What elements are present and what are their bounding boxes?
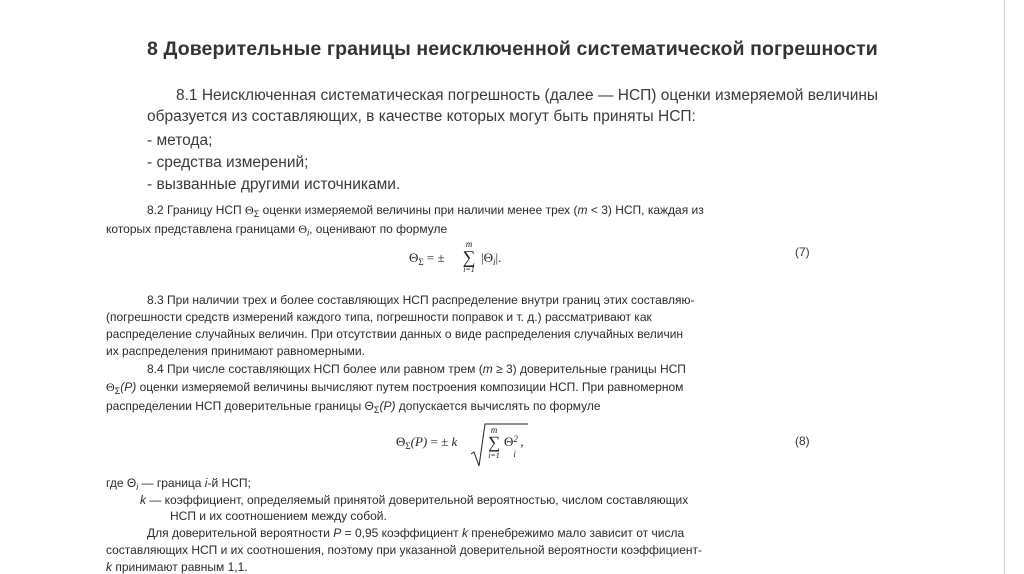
p81-item-3: - вызванные другими источниками. [147,176,401,193]
p83-line4: их распределения принимают равномерными. [106,344,365,358]
formula-7-lhs: $\Theta_\Sigma$ = ± [409,250,445,267]
equation-number-7: (7) [795,245,810,259]
formula-8-sum: m ∑ i=1 [487,425,501,460]
p83-line2: (погрешности средств измерений каждого типа, погрешности поправок и т. д.) рассматривают как [106,310,652,324]
p81-item-2: - средства измерений; [147,154,309,171]
p84-line2: $\Theta_\Sigma(P)$ оценки измеряемой величины вычисляют путем построения композиции НСП. При равномерном [106,380,684,396]
p81-item-1: - метода; [147,132,213,149]
p83-line1: 8.3 При наличии трех и более составляющих НСП распределение внутри границ этих составляю- [147,293,695,307]
p84-line1: 8.4 При числе составляющих НСП более или равном трем (m ≥ 3) доверительные границы НСП [147,362,686,376]
formula-7-sum: m ∑ i=1 [462,239,476,274]
where-line6: k принимают равным 1,1. [106,560,248,574]
page-edge-divider [1004,0,1005,574]
where-line5: составляющих НСП и их соотношения, поэтому при указанной доверительной вероятности коэффициент- [106,543,703,557]
where-line3: НСП и их соотношением между собой. [170,509,387,523]
section-heading: 8 Доверительные границы неисключенной систематической погрешности [147,38,878,60]
p81-line2: образуется из составляющих, в качестве которых могут быть приняты НСП: [147,108,696,125]
formula-8-body: Θ 2 i , [504,434,524,459]
p82-line2: которых представлена границами $\Theta_i$, оценивают по формуле [106,222,448,238]
where-line4: Для доверительной вероятности P = 0,95 коэффициент k пренебрежимо мало зависит от числа [147,526,685,540]
formula-7-body: $|\Theta_i|$. [481,250,502,267]
equation-number-8: (8) [795,434,810,448]
where-line1: где $\Theta_i$ — граница i-й НСП; [106,476,251,492]
p82-line1: 8.2 Границу НСП $\Theta_\Sigma$ оценки измеряемой величины при наличии менее трех (m < 3) НСП, каждая из [147,203,704,219]
where-line2: k — коэффициент, определяемый принятой доверительной вероятностью, числом составляющих [140,493,689,507]
p81-line1: 8.1 Неисключенная систематическая погрешность (далее — НСП) оценки измеряемой величины [176,87,879,104]
formula-8-lhs: $\Theta_\Sigma(P)$ = ± k [396,434,458,451]
p83-line3: распределение случайных величин. При отсутствии данных о виде распределения случайных величин [106,327,684,341]
p84-line3: распределении НСП доверительные границы $\Theta_\Sigma(P)$ допускается вычислять по формуле [106,399,601,415]
